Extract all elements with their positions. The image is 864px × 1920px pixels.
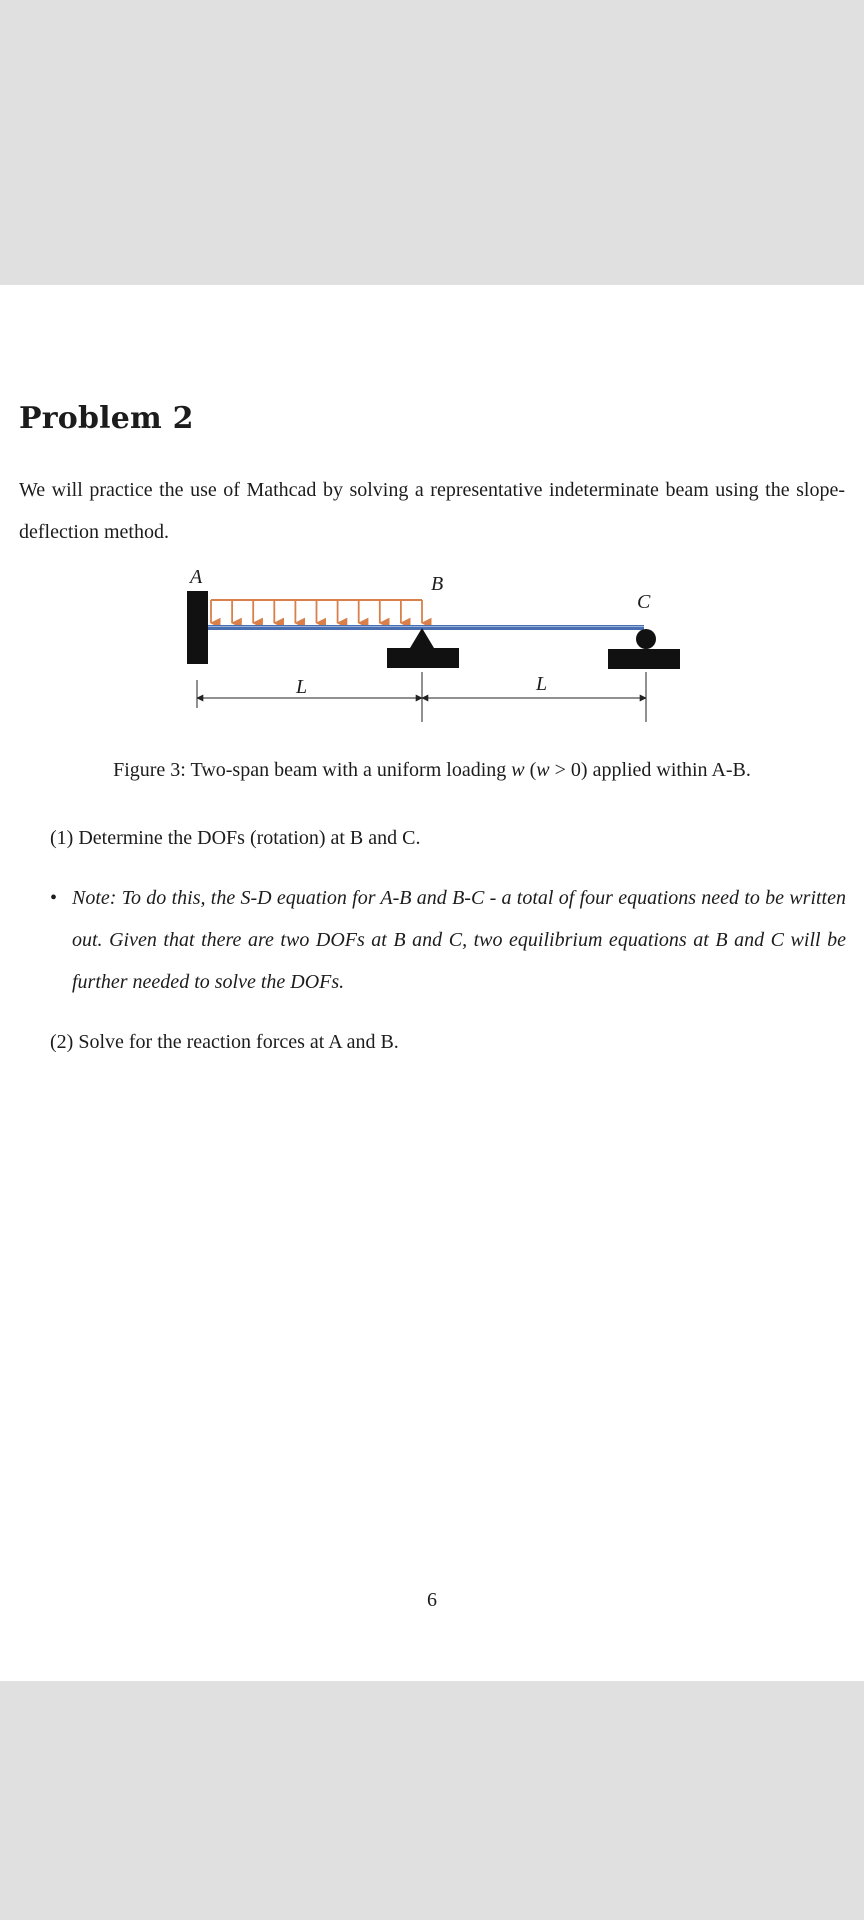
pin-support-b [387,628,459,668]
figure-caption [0,759,864,782]
beam-figure [175,570,695,745]
beam [205,625,644,630]
span-label-bc: L [536,673,548,695]
label-c: C [637,591,651,613]
caption-suffix: > 0) applied within A-B. [549,759,751,781]
label-a: A [190,570,203,588]
fixed-support-a [187,591,208,664]
question-1: (1) Determine the DOFs (rotation) at B and C. [50,827,421,849]
distributed-load [211,600,422,623]
question-2: (2) Solve for the reaction forces at A and B. [50,1031,399,1053]
roller-support-c [608,629,680,669]
span-label-ab: L [296,676,308,698]
page-number: 6 [427,1589,437,1611]
label-b: B [431,573,444,595]
caption-var-w: w [511,759,525,781]
intro-paragraph: We will practice the use of Mathcad by solving a representative indeterminate beam using the slope-deflection method. [19,479,845,543]
problem-title: Problem 2 [19,401,194,436]
beam-diagram [175,570,695,745]
caption-prefix: Figure 3: Two-span beam with a uniform loading [113,759,512,781]
caption-mid: ( [524,759,537,781]
note-item [50,877,846,1003]
document-page [0,285,864,1681]
note-text: Note: To do this, the S-D equation for A-B and B-C - a total of four equations need to be written out. Given that there are two DOFs at B and C, two equilibrium equations at B and C will be further needed to solve the DOFs. [72,887,846,993]
caption-var-w2: w [536,759,550,781]
bullet-marker: • [50,887,58,909]
